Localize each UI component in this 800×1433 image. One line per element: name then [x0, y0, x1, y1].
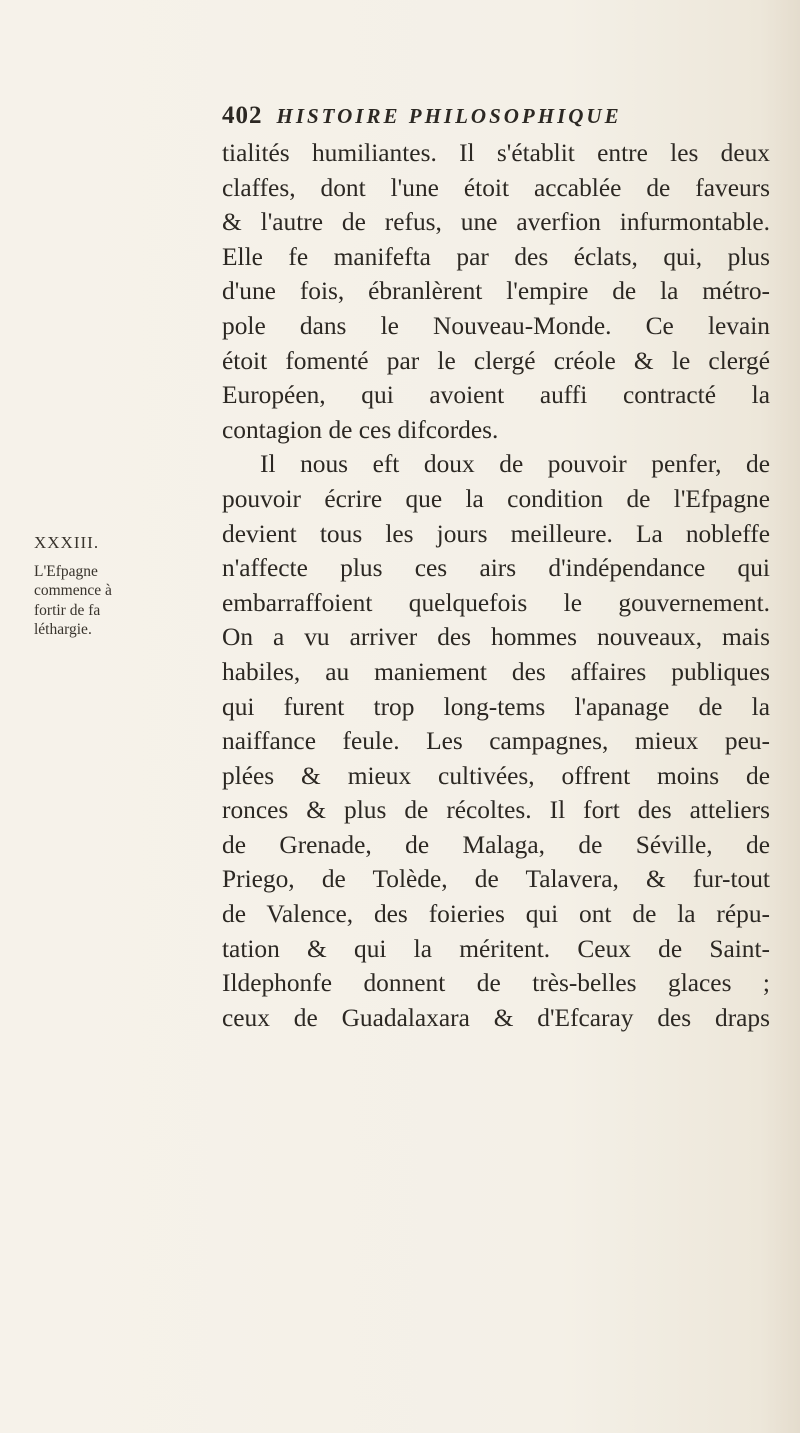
text-line: Il nous eft doux de pouvoir penfer, de — [260, 450, 770, 479]
text-line: qui furent trop long-tems l'apanage de la — [222, 692, 770, 721]
text-line: ronces & plus de récoltes. Il fort des atteliers — [222, 796, 770, 825]
margin-note-line: léthargie. — [34, 621, 92, 638]
page-number: 402 — [222, 102, 263, 129]
text-line: étoit fomenté par le clergé créole & le clergé — [222, 346, 770, 375]
text-line: embarraffoient quelquefois le gouvernement. — [222, 588, 770, 617]
text-line: Ildephonfe donnent de très-belles glaces ; — [222, 969, 770, 998]
margin-note-line: fortir de fa — [34, 601, 101, 619]
text-line: On a vu arriver des hommes nouveaux, mais — [222, 623, 770, 652]
text-line: claffes, dont l'une étoit accablée de faveurs — [222, 173, 770, 202]
page-header — [222, 102, 762, 130]
text-line: contagion de ces difcordes. — [222, 415, 499, 444]
text-line: plées & mieux cultivées, offrent moins de — [222, 761, 770, 790]
text-line: tation & qui la méritent. Ceux de Saint- — [222, 934, 770, 963]
text-line: de Valence, des foieries qui ont de la répu- — [222, 900, 770, 929]
text-line: naiffance feule. Les campagnes, mieux peu- — [222, 727, 770, 756]
text-line: d'une fois, ébranlèrent l'empire de la métro- — [222, 277, 770, 306]
text-line: tialités humiliantes. Il s'établit entre les deux — [222, 139, 770, 167]
text-line: habiles, au maniement des affaires publiques — [222, 657, 770, 686]
margin-note-line: commence à — [34, 582, 112, 599]
body-text — [222, 136, 770, 1035]
text-line: de Grenade, de Malaga, de Séville, de — [222, 830, 770, 859]
text-line: n'affecte plus ces airs d'indépendance qui — [222, 554, 770, 583]
text-line: & l'autre de refus, une averfion infurmontable. — [222, 208, 770, 237]
margin-note-line: L'Efpagne — [34, 562, 98, 580]
text-line: Priego, de Tolède, de Talavera, & fur-tout — [222, 865, 770, 894]
text-line: ceux de Guadalaxara & d'Efcaray des draps — [222, 1003, 770, 1032]
margin-note — [34, 533, 212, 640]
text-line: pole dans le Nouveau-Monde. Ce levain — [222, 311, 770, 340]
running-title: HISTOIRE PHILOSOPHIQUE — [276, 104, 622, 128]
text-line: pouvoir écrire que la condition de l'Efpagne — [222, 484, 770, 513]
text-line: devient tous les jours meilleure. La nobleffe — [222, 519, 770, 548]
margin-note-number: XXXIII. — [34, 533, 100, 552]
text-line: Elle fe manifefta par des éclats, qui, plus — [222, 242, 770, 271]
text-line: Européen, qui avoient auffi contracté la — [222, 381, 770, 410]
